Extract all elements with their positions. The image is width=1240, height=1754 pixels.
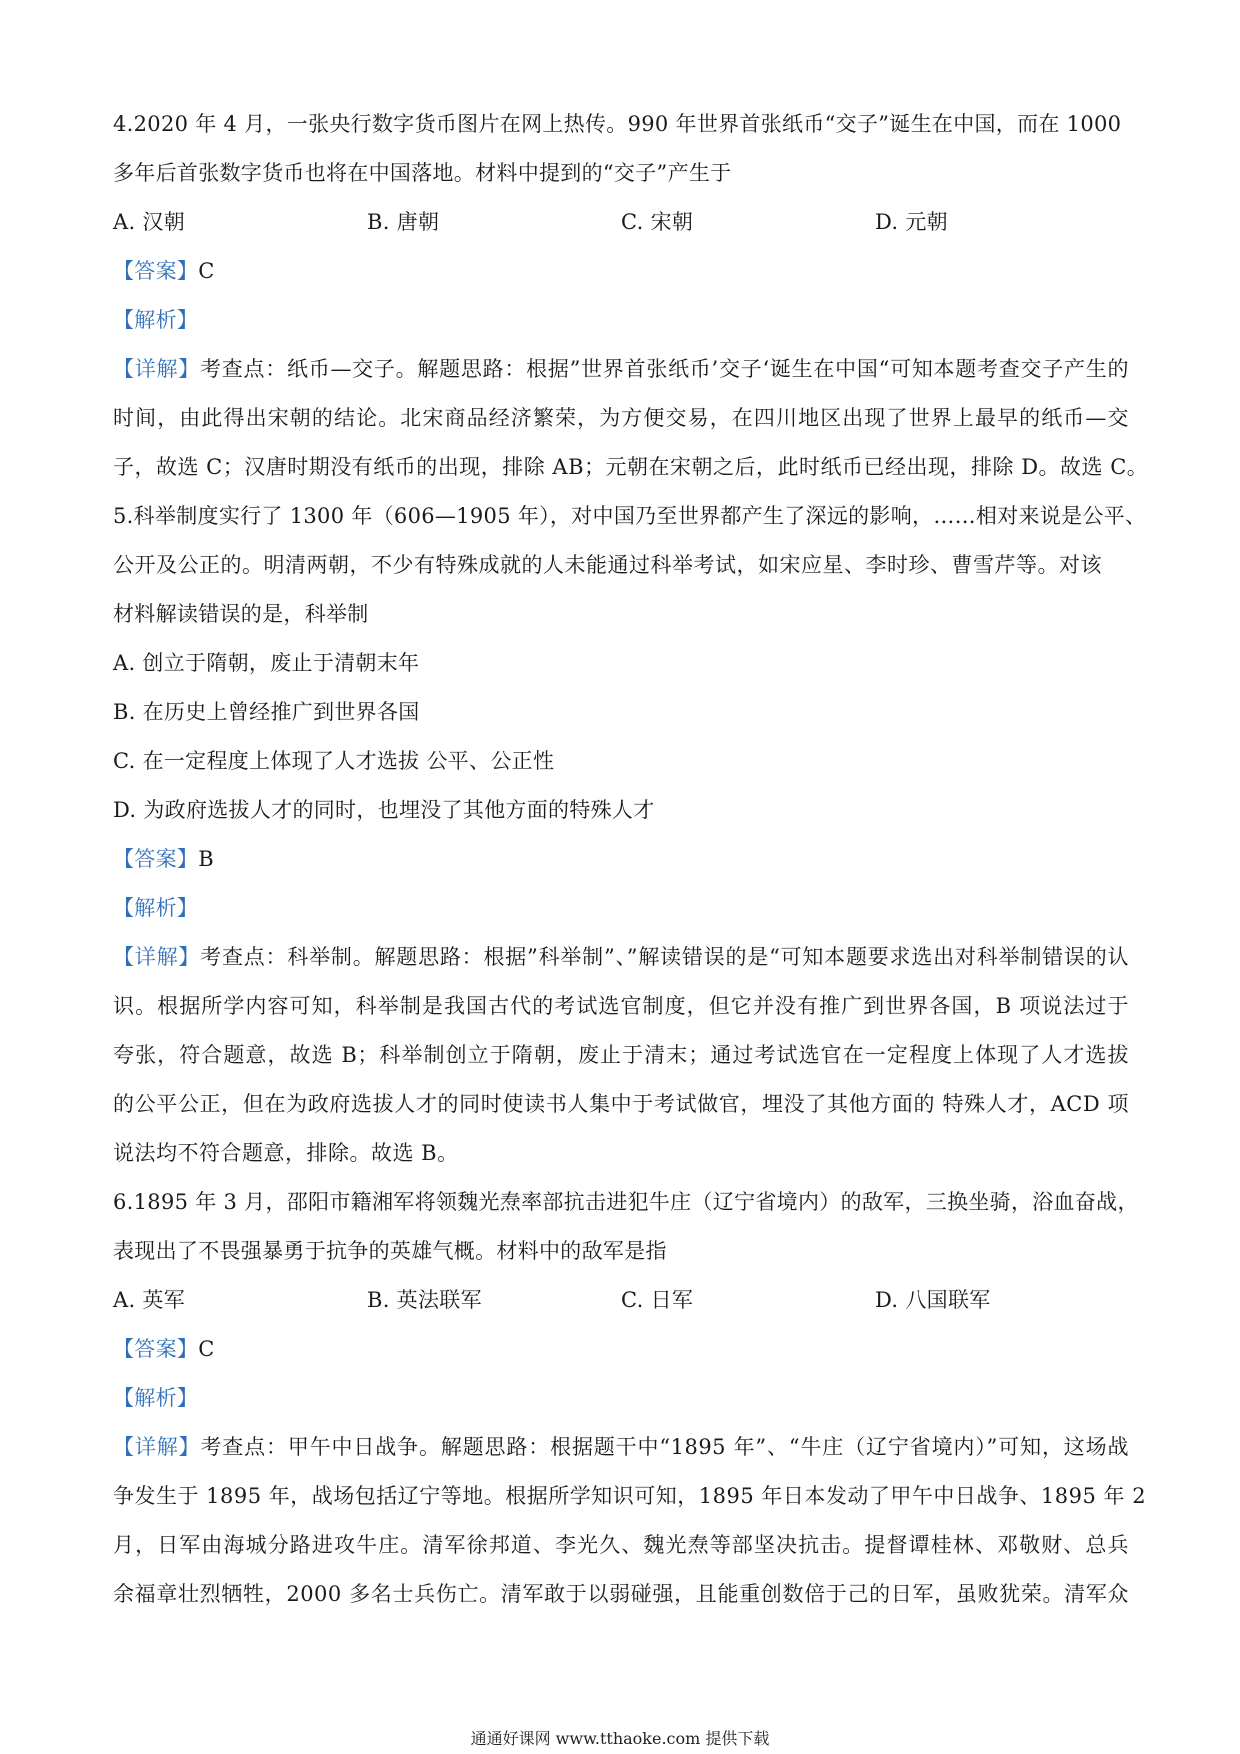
q6-answer-value: C (198, 1337, 215, 1361)
q5-option-b: B. 在历史上曾经推广到世界各国 (113, 700, 420, 724)
q5-detail-line-4: 的公平公正，但在为政府选拔人才的同时使读书人集中于考试做官，埋没了其他方面的 特殊人才，ACD 项 (113, 1092, 1129, 1116)
q6-option-b: B. 英法联军 (367, 1288, 482, 1312)
q4-answer-label: 【答案】 (113, 259, 199, 283)
q6-detail-label: 【详解】 (113, 1435, 201, 1459)
q4-detail-label: 【详解】 (113, 357, 200, 381)
q6-detail-line-4: 余福章壮烈牺牲，2000 多名士兵伤亡。清军敢于以弱碰强，且能重创数倍于己的日军，虽败犹荣。清军众 (113, 1582, 1129, 1606)
q5-analysis-label: 【解析】 (113, 896, 199, 920)
q5-answer-label: 【答案】 (113, 847, 199, 871)
q5-option-d: D. 为政府选拔人才的同时，也埋没了其他方面的特殊人才 (113, 798, 655, 822)
q4-answer (113, 247, 1129, 296)
q5-option-a: A. 创立于隋朝，废止于清朝末年 (113, 651, 420, 675)
q5-stem-line-3: 材料解读错误的是，科举制 (113, 602, 369, 626)
q6-answer-label: 【答案】 (113, 1337, 199, 1361)
q4-stem-line-2: 多年后首张数字货币也将在中国落地。材料中提到的“交子”产生于 (113, 161, 732, 185)
q6-answer (113, 1325, 1129, 1374)
q6-options (113, 1276, 1129, 1325)
q4-stem-line-1: 4.2020 年 4 月，一张央行数字货币图片在网上热传。990 年世界首张纸币“交子”诞生在中国，而在 1000 (113, 112, 1122, 136)
q5-detail-line-3: 夸张，符合题意，故选 B；科举制创立于隋朝，废止于清末；通过考试选官在一定程度上体现了人才选拔 (113, 1043, 1129, 1067)
q6-detail-text-1: 考查点：甲午中日战争。解题思路：根据题干中“1895 年”、“牛庄（辽宁省境内）”可知，这场战 (200, 1435, 1130, 1459)
page-footer: 通通好课网 www.tthaoke.com 提供下载 (470, 1729, 770, 1748)
q6-option-a: A. 英军 (113, 1288, 186, 1312)
q5-stem-line-1: 5.科举制度实行了 1300 年（606—1905 年），对中国乃至世界都产生了深远的影响，……相对来说是公平、 (113, 504, 1147, 528)
page-content (113, 100, 1149, 1619)
q6-option-d: D. 八国联军 (875, 1288, 991, 1312)
q5-detail-label: 【详解】 (113, 945, 201, 969)
q6-option-c: C. 日军 (621, 1288, 694, 1312)
q6-detail-line-2: 争发生于 1895 年，战场包括辽宁等地。根据所学知识可知，1895 年日本发动了甲午中日战争、1895 年 2 (113, 1484, 1147, 1508)
q4-option-c: C. 宋朝 (621, 210, 694, 234)
q4-detail-line-1 (113, 345, 1129, 394)
q6-analysis-label: 【解析】 (113, 1386, 199, 1410)
q4-answer-value: C (198, 259, 215, 283)
q5-stem-line-2: 公开及公正的。明清两朝，不少有特殊成就的人未能通过科举考试，如宋应星、李时珍、曹雪芹等。对该 (113, 553, 1102, 577)
q6-detail-line-3: 月，日军由海城分路进攻牛庄。清军徐邦道、李光久、魏光焘等部坚决抗击。提督谭桂林、邓敬财、总兵 (113, 1533, 1129, 1557)
q4-detail-line-3: 子，故选 C；汉唐时期没有纸币的出现，排除 AB；元朝在宋朝之后，此时纸币已经出现，排除 D。故选 C。 (113, 455, 1149, 479)
q5-option-c: C. 在一定程度上体现了人才选拔 公平、公正性 (113, 749, 555, 773)
q5-answer (113, 835, 1129, 884)
q5-detail-line-2: 识。根据所学内容可知，科举制是我国古代的考试选官制度，但它并没有推广到世界各国，B 项说法过于 (113, 994, 1129, 1018)
q5-detail-line-5: 说法均不符合题意，排除。故选 B。 (113, 1141, 459, 1165)
q5-detail-text-1: 考查点：科举制。解题思路：根据”科举制”、”解读错误的是“可知本题要求选出对科举制错误的认 (200, 945, 1129, 969)
q5-answer-value: B (198, 847, 214, 871)
q4-analysis-label: 【解析】 (113, 308, 199, 332)
q4-option-d: D. 元朝 (875, 210, 948, 234)
q4-option-a: A. 汉朝 (113, 210, 186, 234)
q6-stem-line-1: 6.1895 年 3 月，邵阳市籍湘军将领魏光焘率部抗击进犯牛庄（辽宁省境内）的敌军，三换坐骑，浴血奋战， (113, 1190, 1139, 1214)
q4-detail-line-2: 时间，由此得出宋朝的结论。北宋商品经济繁荣，为方便交易，在四川地区出现了世界上最早的纸币—交 (113, 406, 1129, 430)
q5-detail-line-1 (113, 933, 1129, 982)
q4-option-b: B. 唐朝 (367, 210, 440, 234)
q4-options (113, 198, 1129, 247)
q6-detail-line-1 (113, 1423, 1129, 1472)
q4-detail-text-1: 考查点：纸币—交子。解题思路：根据”世界首张纸币’交子‘诞生在中国“可知本题考查交子产生的 (199, 357, 1130, 381)
q6-stem-line-2: 表现出了不畏强暴勇于抗争的英雄气概。材料中的敌军是指 (113, 1239, 667, 1263)
